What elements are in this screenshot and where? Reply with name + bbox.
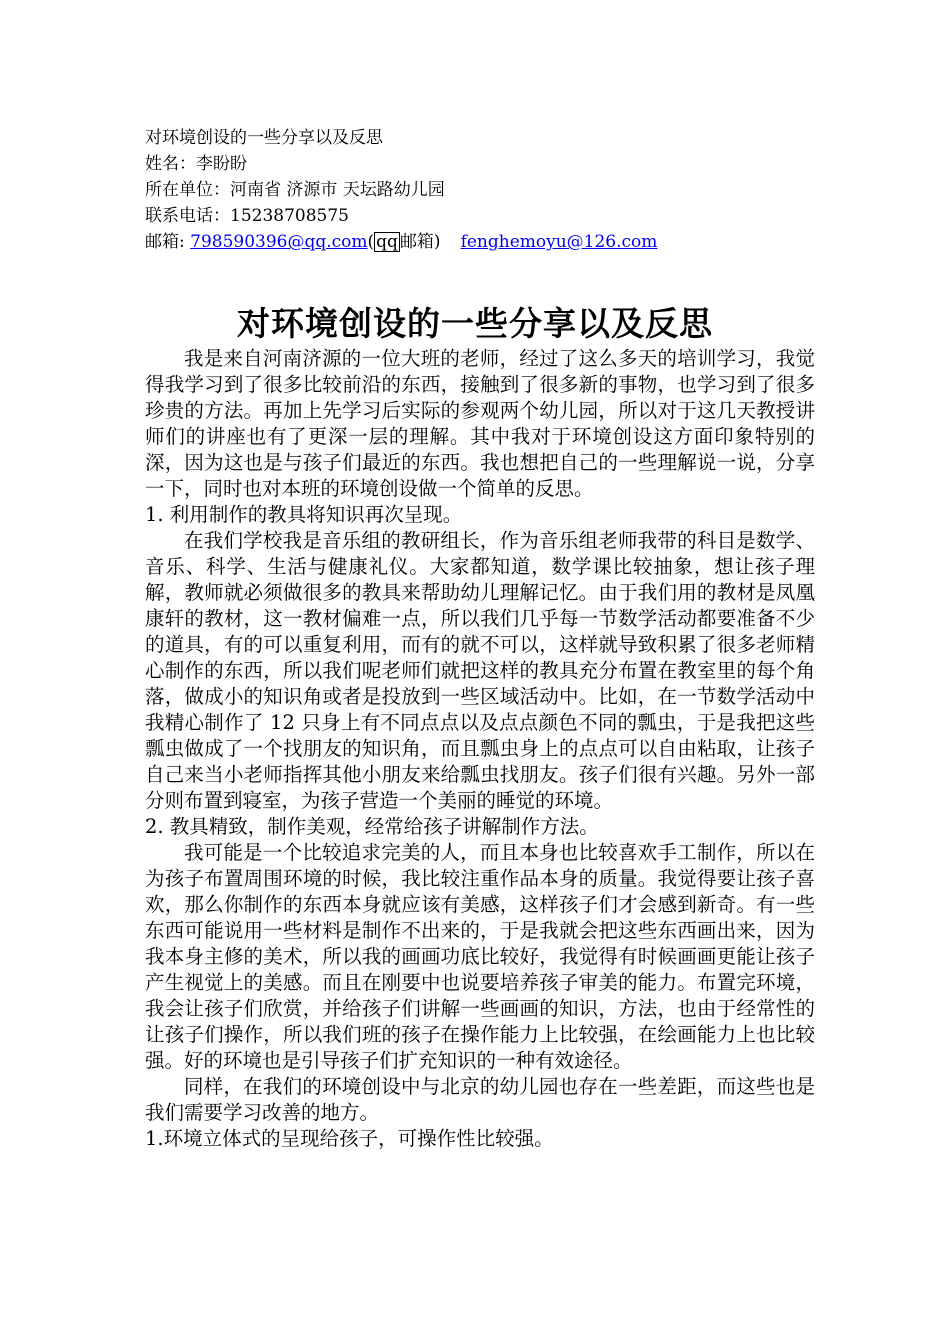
header-title-line: 对环境创设的一些分享以及反思 (145, 128, 383, 148)
section-heading-1: 1. 利用制作的教具将知识再次呈现。 (145, 503, 463, 526)
body-paragraph-intro: 我是来自河南济源的一位大班的老师，经过了这么多天的培训学习，我觉得我学习到了很多比较前沿的东西，接触到了很多新的事物，也学习到了很多珍贵的方法。再加上先学习后实际的参观两个幼儿园，所以对于这几天教授讲师们的讲座也有了更深一层的理解。其中我对于环境创设这方面印象特别的深，因为这也是与孩子们最近的东西。我也想把自己的一些理解说一说，分享一下，同时也对本班的环境创设做一个简单的反思。 (145, 347, 815, 500)
email-label: 邮箱: (145, 232, 191, 252)
email-126-link[interactable]: fenghemoyu@126.com (460, 232, 658, 252)
author-email-line (145, 229, 825, 255)
document-header (145, 125, 825, 255)
document-title: 对环境创设的一些分享以及反思 (237, 304, 713, 343)
document-body (145, 346, 815, 1152)
qq-email-link[interactable]: 798590396@qq.com (190, 232, 368, 252)
author-name-line: 姓名：李盼盼 (145, 154, 247, 174)
qq-box-text: qq (376, 232, 398, 252)
email-paren: ( (367, 232, 375, 252)
author-phone-line: 联系电话：15238708575 (145, 206, 349, 226)
body-paragraph-craft: 我可能是一个比较追求完美的人，而且本身也比较喜欢手工制作，所以在为孩子布置周围环境的时候，我比较注重作品本身的质量。我觉得要让孩子喜欢，那么你制作的东西本身就应该有美感，这样孩子们才会感到新奇。有一些东西可能说用一些材料是制作不出来的，于是我就会把这些东西画出来，因为我本身主修的美术，所以我的画画功底比较好，我觉得有时候画画更能让孩子产生视觉上的美感。而且在刚要中也说要培养孩子审美的能力。布置完环境，我会让孩子们欣赏，并给孩子们讲解一些画画的知识，方法，也由于经常性的让孩子们操作，所以我们班的孩子在操作能力上比较强，在绘画能力上也比较强。好的环境也是引导孩子们扩充知识的一种有效途径。 (145, 841, 815, 1072)
section-heading-2: 2. 教具精致，制作美观，经常给孩子讲解制作方法。 (145, 815, 599, 838)
author-unit-line: 所在单位：河南省 济源市 天坛路幼儿园 (145, 180, 445, 200)
body-paragraph-gap: 同样，在我们的环境创设中与北京的幼儿园也存在一些差距，而这些也是我们需要学习改善的地方。 (145, 1075, 815, 1124)
body-paragraph-teaching-aids: 在我们学校我是音乐组的教研组长，作为音乐组老师我带的科目是数学、音乐、科学、生活与健康礼仪。大家都知道，数学课比较抽象，想让孩子理解，教师就必须做很多的教具来帮助幼儿理解记忆。由于我们用的教材是凤凰康轩的教材，这一教材偏难一点，所以我们几乎每一节数学活动都要准备不少的道具，有的可以重复利用，而有的就不可以，这样就导致积累了很多老师精心制作的东西，所以我们呢老师们就把这样的教具充分布置在教室里的每个角落，做成小的知识角或者是投放到一些区域活动中。比如，在一节数学活动中我精心制作了 12 只身上有不同点点以及点点颜色不同的瓢虫，于是我把这些瓢虫做成了一个找朋友的知识角，而且瓢虫身上的点点可以自由粘取，让孩子自己来当小老师指挥其他小朋友来给瓢虫找朋友。孩子们很有兴趣。另外一部分则布置到寝室，为孩子营造一个美丽的睡觉的环境。 (145, 529, 815, 812)
qq-suffix: 邮箱) (399, 232, 441, 252)
subsection-heading-1: 1.环境立体式的呈现给孩子，可操作性比较强。 (145, 1127, 554, 1150)
